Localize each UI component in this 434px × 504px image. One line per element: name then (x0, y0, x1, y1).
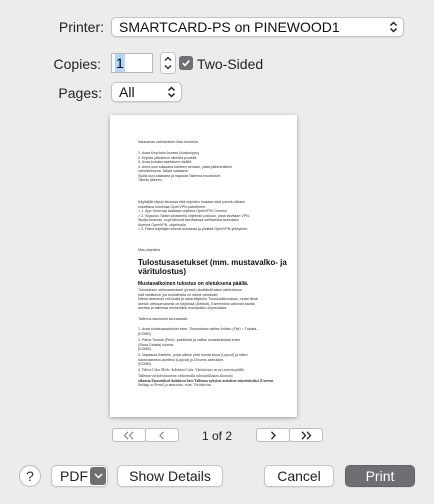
preview-line: 1. Avaa Keychain Access (Avainnippu) (138, 151, 200, 155)
preview-line: 2. Kirjoita ylävalikon oikealla puolella (138, 155, 197, 160)
preview-line: 3. Napsauta Asettelu, josta valitse yhtä monta sivua (Layout) ja sitten (138, 353, 248, 357)
copies-field[interactable] (111, 53, 153, 73)
copies-stepper[interactable] (160, 52, 176, 74)
preview-line: 4. Valitse Color Mode -kohdasta Color. Väritulostus on nyt asetettu päälle. (138, 368, 245, 372)
preview-note: Mac-ohjeistus (138, 248, 161, 252)
preview-line: että värillisesti, jos tulostimella on nämä valmiudet. (138, 292, 219, 297)
pages-value: All (119, 84, 135, 100)
page-indicator: 1 of 2 (201, 429, 233, 443)
chevron-right-icon (269, 431, 277, 440)
printer-label: Printer: (58, 19, 104, 35)
preview-line: > 2. Kirjautuu Safari-selaimella ohjelman polkuun, josta tarvitaan VPN- (138, 213, 250, 218)
preview-line: asetus oletusarvoisesti on käytössä (Default). Esimerkiksi valinnan kautta (138, 301, 255, 306)
show-details-button[interactable]: Show Details (117, 465, 223, 487)
preview-subheading: Mustavalkoinen tulostus on oletuksena päällä. (138, 281, 249, 287)
preview-line: Käyttäjille täysin tiedossa että ohjeiden mukaan eikä palvelu alkaen (138, 200, 246, 204)
preview-line: kokeiltava toimintaa OpenVPN-palvelimen: (138, 204, 207, 209)
preview-line: Settings as Preset) ja anna nimi, esim. Väritulostus. (138, 383, 212, 387)
double-chevron-right-icon (299, 431, 313, 440)
preview-line: asettaa ja tallentaa esimerkiksi mustavalko-ohjeistuksia. (138, 306, 228, 310)
print-button[interactable]: Print (345, 465, 415, 487)
preview-line: (KOMB). (138, 331, 152, 336)
preview-line: oikeasta Esiasetukset-kohdasta Save Tallenna nykyiset asetukset esiasetukseksi (Current (138, 378, 274, 383)
preview-line: Syötä uusi salasana ja napauta Tallenna muutokset (138, 173, 220, 178)
preview-line: (KOMB). (138, 362, 152, 366)
printer-value: SMARTCARD-PS on PINEWOOD1 (119, 19, 340, 35)
preview-line: (Show Details) tulosta. (138, 342, 174, 347)
preview-line: Tämän jälkeen (138, 178, 162, 182)
copies-label: Copies: (53, 56, 101, 72)
preview-line: Tallenna väritulostusasetus valitsemalla tulostusikkunan alaosasta (138, 374, 233, 378)
chevron-updown-icon (385, 19, 401, 35)
preview-line: Nämä asetukset voit lisätä ja ottaa käyttöön Tulostusikkunassa, mutta tämä (138, 297, 258, 301)
preview-line: 3. Avaa kohdan asetuksen sisällä (138, 160, 192, 164)
preview-line: 2. Paina Tulosta (Print) -painiketta ja valitse esiasetuksista ensin (138, 338, 241, 342)
last-page-button[interactable] (289, 428, 323, 442)
pdf-label: PDF (60, 468, 88, 484)
preview-line: Studio-tiedosto, sopii lähinnä tarvittaessa valittavissa asetuksiin (138, 218, 239, 222)
help-button[interactable]: ? (19, 465, 41, 487)
chevron-updown-icon (163, 84, 179, 100)
preview-line: > 1. Äpp Store:sta ladataan ohjelma OpenVPN Connect (138, 209, 227, 213)
preview-line: Tulostuksen oletusasetukset (preset) sisältävät kaksi vaihtoehtoa, (138, 288, 243, 292)
printer-popup[interactable] (111, 17, 404, 37)
double-chevron-left-icon (122, 431, 136, 440)
two-sided-label: Two-Sided (197, 56, 264, 72)
chevron-left-icon (158, 431, 166, 440)
next-page-button[interactable] (256, 428, 290, 442)
preview-line: (KOMB). (138, 347, 152, 351)
two-sided-checkbox[interactable] (179, 56, 193, 70)
preview-line: tulostusasetus Asettelu (Layout) ja Chrome-asetukset. (138, 357, 225, 362)
copies-value: 1 (116, 55, 124, 71)
chevron-down-icon (90, 467, 106, 485)
page-preview (110, 115, 297, 417)
preview-line: Salasanan vaihtaminen Mac-koneella (138, 140, 198, 144)
pages-popup[interactable] (111, 82, 182, 102)
preview-line: 1. Avaa tulostusasetukset esim. Tiedostossa valitse Arkisto (File) > Tulosta... (138, 327, 260, 331)
pdf-menu-button[interactable] (51, 465, 108, 487)
preview-line: 4. Anna uusi salasana kahteen kertaan, joista jälkimmäinen (138, 164, 233, 169)
preview-line: > 3. Paina käyttäjän tunnus kohdasta ja yhdistä OpenVPN-yhteyteen. (138, 227, 249, 231)
pages-label: Pages: (58, 85, 102, 101)
preview-line: vahvistuksena. Näytä salasana. (138, 169, 189, 173)
preview-line: Asenna OpenVPN -ohjelmalla (138, 222, 186, 227)
checkmark-icon (181, 58, 191, 68)
previous-page-button[interactable] (145, 428, 179, 442)
first-page-button[interactable] (112, 428, 146, 442)
cancel-button[interactable]: Cancel (264, 465, 334, 487)
preview-heading: Tulostusasetukset (mm. mustavalko- ja väritulostus) (138, 258, 287, 276)
preview-line: Tallenna asetukset seuraavasti: (138, 317, 189, 321)
